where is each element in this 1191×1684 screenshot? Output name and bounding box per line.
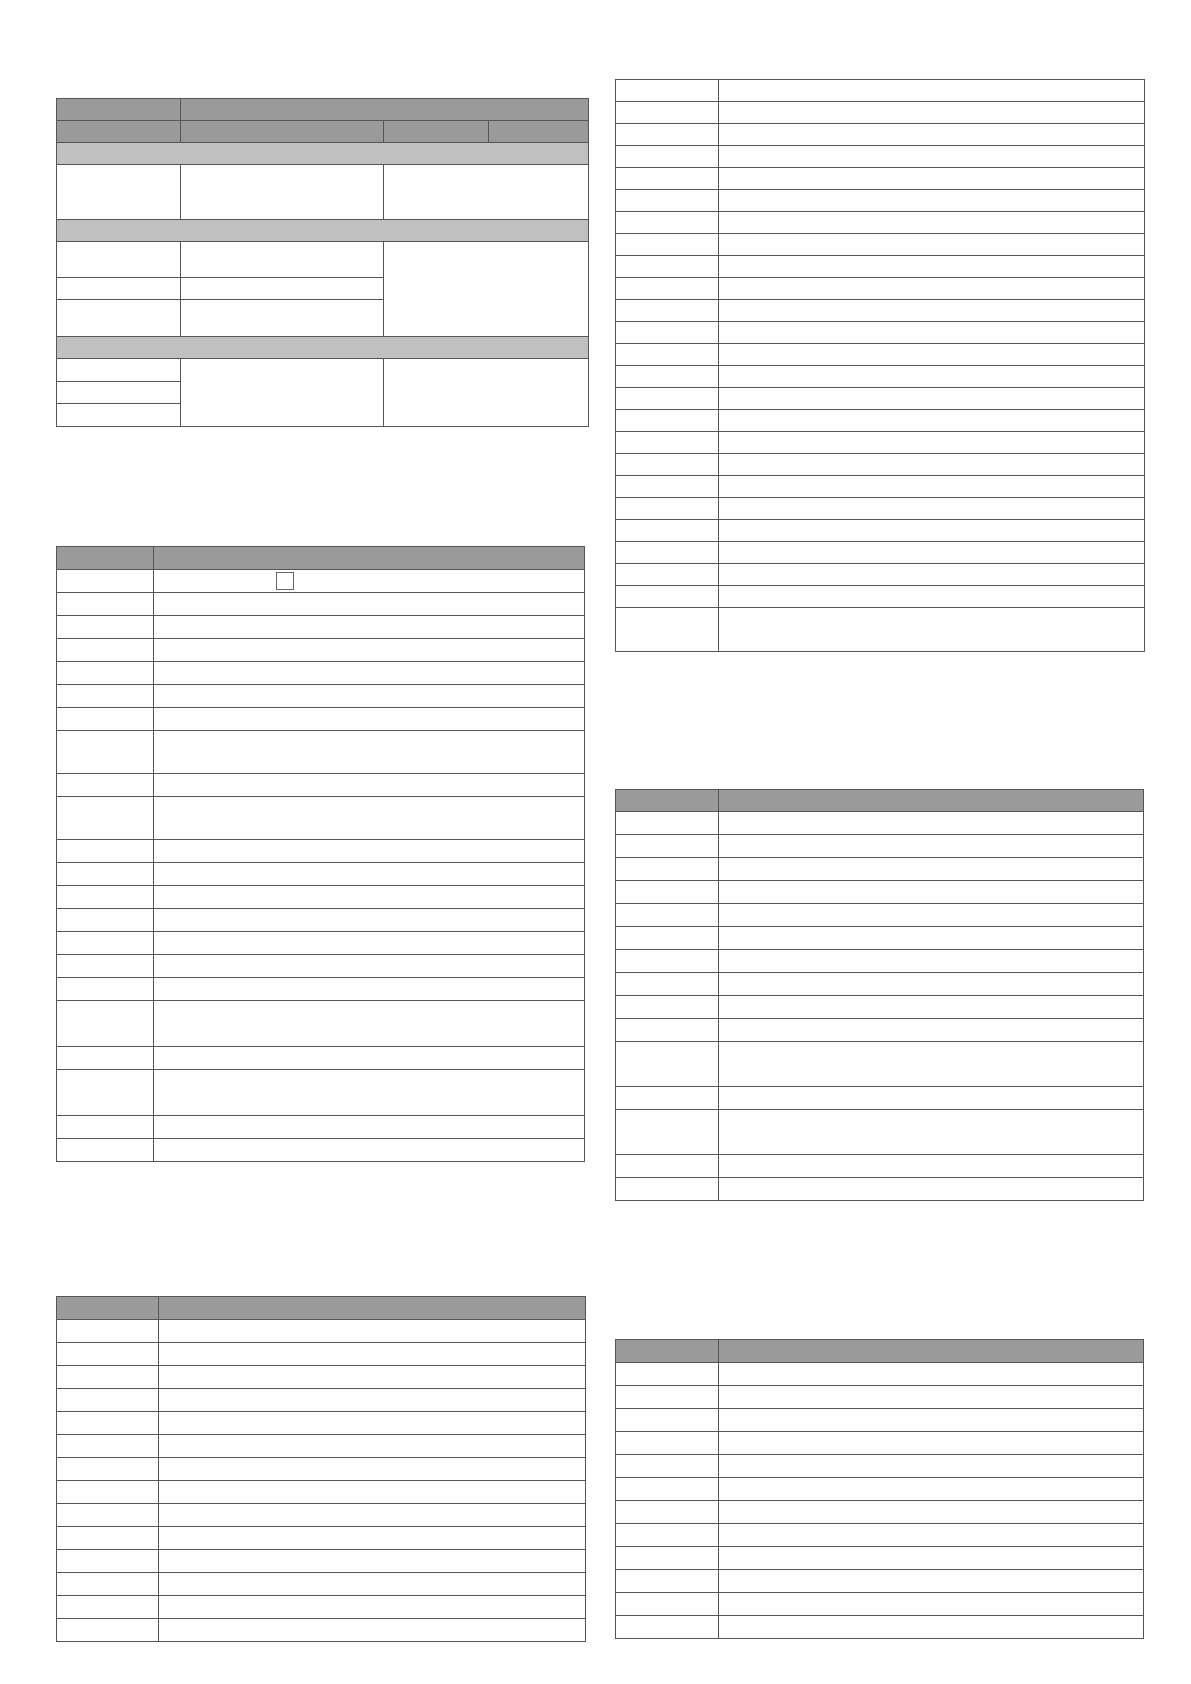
table-cell bbox=[616, 973, 719, 996]
table-cell bbox=[719, 996, 1144, 1019]
table-cell bbox=[57, 731, 154, 774]
table-header-cell bbox=[719, 790, 1144, 812]
table-cell bbox=[616, 102, 719, 124]
table-cell bbox=[154, 863, 585, 886]
table-cell bbox=[719, 80, 1145, 102]
table-cell bbox=[719, 1042, 1144, 1087]
table-cell bbox=[719, 498, 1145, 520]
table-cell bbox=[57, 1550, 159, 1573]
table-cell bbox=[57, 616, 154, 639]
table-cell bbox=[57, 593, 154, 616]
table-cell bbox=[154, 1001, 585, 1047]
table-cell bbox=[154, 909, 585, 932]
table-cell bbox=[719, 322, 1145, 344]
table-cell bbox=[719, 344, 1145, 366]
table-header-cell bbox=[616, 790, 719, 812]
table-cell bbox=[159, 1320, 586, 1343]
table-cell bbox=[719, 1155, 1144, 1178]
spec-table-header-cell bbox=[57, 99, 181, 121]
spec-cell bbox=[57, 359, 181, 382]
spec-table-subheader-cell bbox=[57, 121, 181, 143]
table-cell bbox=[616, 881, 719, 904]
table-cell bbox=[154, 639, 585, 662]
spec-table-header-cell bbox=[181, 99, 589, 121]
table-cell bbox=[57, 1435, 159, 1458]
section-band bbox=[57, 143, 589, 165]
table-cell bbox=[719, 858, 1144, 881]
section-band bbox=[57, 220, 589, 242]
spec-cell bbox=[57, 404, 181, 427]
table-cell bbox=[154, 840, 585, 863]
table-cell bbox=[719, 1570, 1144, 1593]
table-cell bbox=[616, 212, 719, 234]
table-cell bbox=[719, 927, 1144, 950]
table-cell bbox=[616, 234, 719, 256]
table-cell bbox=[57, 1504, 159, 1527]
table-cell bbox=[159, 1481, 586, 1504]
table-cell bbox=[616, 498, 719, 520]
table-cell bbox=[616, 80, 719, 102]
table-cell bbox=[154, 616, 585, 639]
table-cell bbox=[57, 1116, 154, 1139]
table-cell bbox=[719, 1019, 1144, 1042]
table-header-cell bbox=[159, 1297, 586, 1320]
table-cell bbox=[57, 708, 154, 731]
table-cell bbox=[616, 1616, 719, 1639]
table-cell bbox=[616, 542, 719, 564]
table-cell bbox=[616, 950, 719, 973]
table-cell bbox=[57, 1070, 154, 1116]
table-cell bbox=[154, 955, 585, 978]
table-cell bbox=[616, 1547, 719, 1570]
table-cell bbox=[719, 1386, 1144, 1409]
table-cell bbox=[154, 570, 585, 593]
table-cell bbox=[616, 858, 719, 881]
table-cell bbox=[616, 256, 719, 278]
table-header-cell bbox=[57, 547, 154, 570]
spec-cell bbox=[181, 242, 384, 278]
table-cell bbox=[719, 835, 1144, 858]
spec-cell bbox=[57, 382, 181, 404]
table-cell bbox=[616, 1570, 719, 1593]
table-cell bbox=[719, 586, 1145, 608]
spec-cell bbox=[57, 278, 181, 300]
table-cell bbox=[719, 256, 1145, 278]
table-cell bbox=[719, 973, 1144, 996]
spec-cell bbox=[181, 278, 384, 300]
spec-cell bbox=[57, 165, 181, 220]
table-cell bbox=[719, 1455, 1144, 1478]
table-cell bbox=[57, 840, 154, 863]
table-cell bbox=[154, 731, 585, 774]
table-cell bbox=[719, 278, 1145, 300]
table-cell bbox=[719, 1478, 1144, 1501]
table-cell bbox=[159, 1573, 586, 1596]
table-cell bbox=[57, 955, 154, 978]
table-cell bbox=[57, 797, 154, 840]
table-cell bbox=[154, 1139, 585, 1162]
table-cell bbox=[616, 1155, 719, 1178]
table-cell bbox=[719, 410, 1145, 432]
table-cell bbox=[616, 564, 719, 586]
table-cell bbox=[154, 932, 585, 955]
spec-table-subheader-cell bbox=[489, 121, 589, 143]
table-cell bbox=[57, 1527, 159, 1550]
table-cell bbox=[719, 1616, 1144, 1639]
table-header-cell bbox=[719, 1340, 1144, 1363]
spec-cell bbox=[384, 359, 589, 427]
table-cell bbox=[616, 476, 719, 498]
table-cell bbox=[719, 1087, 1144, 1110]
table-cell bbox=[719, 234, 1145, 256]
table-cell bbox=[719, 476, 1145, 498]
spec-table-subheader-cell bbox=[181, 121, 384, 143]
table-cell bbox=[57, 1619, 159, 1642]
spec-cell bbox=[384, 165, 589, 220]
table-cell bbox=[154, 662, 585, 685]
table-cell bbox=[719, 881, 1144, 904]
table-header-cell bbox=[57, 1297, 159, 1320]
table-cell bbox=[719, 1432, 1144, 1455]
table-cell bbox=[159, 1504, 586, 1527]
table-cell bbox=[719, 168, 1145, 190]
table-cell bbox=[154, 1047, 585, 1070]
table-cell bbox=[616, 344, 719, 366]
table-cell bbox=[719, 950, 1144, 973]
table-cell bbox=[57, 1320, 159, 1343]
table-cell bbox=[57, 886, 154, 909]
table-cell bbox=[57, 1389, 159, 1412]
table-cell bbox=[719, 1409, 1144, 1432]
table-cell bbox=[159, 1596, 586, 1619]
spec-cell bbox=[181, 300, 384, 337]
table-cell bbox=[719, 1110, 1144, 1155]
table-cell bbox=[616, 927, 719, 950]
table-cell bbox=[159, 1389, 586, 1412]
table-cell bbox=[159, 1435, 586, 1458]
table-header-cell bbox=[154, 547, 585, 570]
table-cell bbox=[719, 542, 1145, 564]
spec-cell bbox=[57, 300, 181, 337]
table-cell bbox=[154, 978, 585, 1001]
table-cell bbox=[616, 812, 719, 835]
table-cell bbox=[57, 1343, 159, 1366]
table-cell bbox=[616, 1042, 719, 1087]
table-cell bbox=[616, 1593, 719, 1616]
spec-table bbox=[56, 98, 588, 427]
table-cell bbox=[159, 1412, 586, 1435]
table-cell bbox=[57, 1366, 159, 1389]
table-cell bbox=[616, 1019, 719, 1042]
table-cell bbox=[154, 685, 585, 708]
table-cell bbox=[159, 1343, 586, 1366]
table-cell bbox=[616, 1110, 719, 1155]
table-cell bbox=[719, 432, 1145, 454]
parameter-table-left-bottom bbox=[56, 1296, 586, 1642]
table-cell bbox=[616, 1478, 719, 1501]
table-cell bbox=[616, 1455, 719, 1478]
table-cell bbox=[616, 410, 719, 432]
table-cell bbox=[616, 278, 719, 300]
spec-table-subheader-cell bbox=[384, 121, 489, 143]
table-cell bbox=[719, 366, 1145, 388]
table-cell bbox=[616, 835, 719, 858]
table-cell bbox=[616, 520, 719, 542]
table-cell bbox=[159, 1527, 586, 1550]
table-cell bbox=[57, 1412, 159, 1435]
table-cell bbox=[616, 996, 719, 1019]
table-cell bbox=[616, 190, 719, 212]
table-cell bbox=[616, 146, 719, 168]
table-cell bbox=[719, 1547, 1144, 1570]
table-cell bbox=[57, 662, 154, 685]
table-cell bbox=[57, 1047, 154, 1070]
table-cell bbox=[719, 520, 1145, 542]
table-cell bbox=[719, 904, 1144, 927]
table-cell bbox=[719, 1363, 1144, 1386]
table-cell bbox=[616, 366, 719, 388]
spec-cell bbox=[384, 242, 589, 337]
table-cell bbox=[616, 388, 719, 410]
table-cell bbox=[719, 608, 1145, 652]
spec-cell bbox=[181, 165, 384, 220]
table-cell bbox=[719, 454, 1145, 476]
table-cell bbox=[719, 190, 1145, 212]
table-cell bbox=[57, 570, 154, 593]
table-cell bbox=[719, 1593, 1144, 1616]
table-cell bbox=[57, 1001, 154, 1047]
table-cell bbox=[57, 774, 154, 797]
table-cell bbox=[57, 685, 154, 708]
table-cell bbox=[57, 909, 154, 932]
table-cell bbox=[719, 1178, 1144, 1201]
table-cell bbox=[159, 1550, 586, 1573]
table-cell bbox=[616, 608, 719, 652]
table-cell bbox=[616, 124, 719, 146]
table-cell bbox=[719, 102, 1145, 124]
table-cell bbox=[57, 639, 154, 662]
table-cell bbox=[159, 1458, 586, 1481]
parameter-table-left bbox=[56, 546, 585, 1162]
table-cell bbox=[616, 1501, 719, 1524]
table-cell bbox=[154, 774, 585, 797]
table-header-cell bbox=[616, 1340, 719, 1363]
table-cell bbox=[616, 1386, 719, 1409]
table-cell bbox=[719, 388, 1145, 410]
table-cell bbox=[616, 322, 719, 344]
section-band bbox=[57, 337, 589, 359]
table-cell bbox=[154, 1070, 585, 1116]
spec-cell bbox=[181, 359, 384, 427]
table-cell bbox=[719, 1524, 1144, 1547]
table-cell bbox=[719, 300, 1145, 322]
table-cell bbox=[57, 1573, 159, 1596]
table-cell bbox=[719, 1501, 1144, 1524]
table-cell bbox=[154, 1116, 585, 1139]
table-cell bbox=[616, 300, 719, 322]
table-cell bbox=[154, 593, 585, 616]
table-cell bbox=[616, 1178, 719, 1201]
parameter-table-right-bottom bbox=[615, 1339, 1144, 1639]
table-cell bbox=[57, 978, 154, 1001]
table-cell bbox=[719, 212, 1145, 234]
table-cell bbox=[616, 1432, 719, 1455]
table-cell bbox=[616, 1087, 719, 1110]
table-cell bbox=[57, 1481, 159, 1504]
table-cell bbox=[159, 1619, 586, 1642]
table-cell bbox=[719, 124, 1145, 146]
table-cell bbox=[719, 564, 1145, 586]
table-cell bbox=[57, 1596, 159, 1619]
table-cell bbox=[616, 904, 719, 927]
table-cell bbox=[616, 432, 719, 454]
spec-cell bbox=[57, 242, 181, 278]
table-cell bbox=[57, 1458, 159, 1481]
table-cell bbox=[616, 1524, 719, 1547]
table-cell bbox=[154, 886, 585, 909]
table-cell bbox=[719, 146, 1145, 168]
table-cell bbox=[616, 586, 719, 608]
table-cell bbox=[57, 932, 154, 955]
table-cell bbox=[616, 1409, 719, 1432]
checkbox[interactable] bbox=[276, 572, 294, 590]
table-cell bbox=[57, 1139, 154, 1162]
table-cell bbox=[154, 708, 585, 731]
parameter-table-right-top bbox=[615, 79, 1145, 652]
table-cell bbox=[154, 797, 585, 840]
table-cell bbox=[159, 1366, 586, 1389]
table-cell bbox=[616, 168, 719, 190]
table-cell bbox=[719, 812, 1144, 835]
table-cell bbox=[57, 863, 154, 886]
table-cell bbox=[616, 454, 719, 476]
parameter-table-right-middle bbox=[615, 789, 1144, 1201]
table-cell bbox=[616, 1363, 719, 1386]
